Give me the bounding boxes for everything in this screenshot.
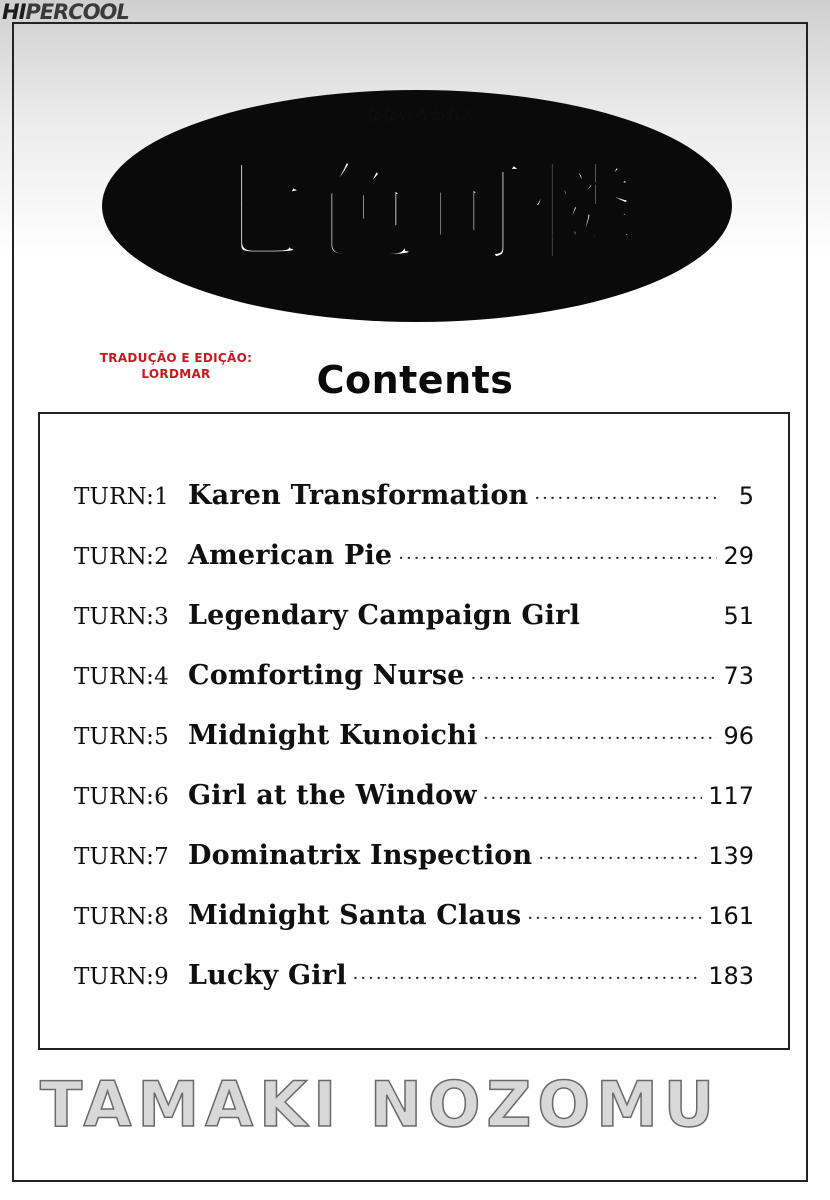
toc-row[interactable] (74, 660, 754, 700)
toc-row[interactable] (74, 540, 754, 580)
toc-row[interactable] (74, 720, 754, 760)
toc-turn: TURN:2 (74, 544, 169, 570)
toc-title: Girl at the Window (188, 780, 477, 811)
toc-title: Comforting Nurse (188, 660, 465, 691)
toc-page-number: 5 (738, 482, 754, 510)
toc-page-number: 73 (723, 662, 754, 690)
toc-leader-dots (483, 788, 702, 809)
watermark-prefix: HI (2, 0, 26, 24)
toc-page-number: 29 (723, 542, 754, 570)
toc-row[interactable] (74, 840, 754, 880)
toc-leader-dots (353, 968, 703, 989)
toc-turn: TURN:3 (74, 604, 169, 630)
title-logo-kana: なないろかれん (365, 106, 478, 124)
toc-row[interactable] (74, 600, 754, 640)
toc-row[interactable] (74, 900, 754, 940)
toc-title: Dominatrix Inspection (188, 840, 533, 871)
toc-page-number: 139 (708, 842, 754, 870)
watermark-rest: PERCOOL (25, 0, 129, 24)
toc-page-number: 117 (708, 782, 754, 810)
toc-page-number: 96 (723, 722, 754, 750)
toc-leader-dots (534, 488, 718, 509)
toc-title: Legendary Campaign Girl (188, 600, 581, 631)
credit-line-2: LORDMAR (141, 367, 211, 381)
toc-page-number: 51 (723, 602, 754, 630)
toc-row[interactable] (74, 960, 754, 1000)
toc-leader-dots (471, 668, 718, 689)
table-of-contents (38, 412, 790, 1050)
toc-turn: TURN:7 (74, 844, 169, 870)
toc-turn: TURN:4 (74, 664, 169, 690)
toc-leader-dots (538, 848, 702, 869)
toc-leader-dots (527, 908, 702, 929)
toc-leader-dots (398, 548, 717, 569)
toc-turn: TURN:1 (74, 484, 169, 510)
translation-credit (76, 350, 276, 382)
toc-turn: TURN:9 (74, 964, 169, 990)
toc-page-number: 161 (708, 902, 754, 930)
author-name: TAMAKI NOZOMU (40, 1068, 721, 1141)
toc-leader-dots (483, 728, 717, 749)
toc-page-number: 183 (708, 962, 754, 990)
toc-turn: TURN:6 (74, 784, 169, 810)
toc-title: American Pie (188, 540, 393, 571)
toc-row[interactable] (74, 780, 754, 820)
watermark-logo (2, 0, 129, 24)
toc-title: Lucky Girl (188, 960, 347, 991)
toc-title: Midnight Santa Claus (188, 900, 522, 931)
toc-turn: TURN:8 (74, 904, 169, 930)
credit-line-1: TRADUÇÃO E EDIÇÃO: (99, 351, 253, 365)
toc-title: Midnight Kunoichi (188, 720, 478, 751)
title-logo-kanji: 七色可憐 (199, 152, 640, 277)
toc-row[interactable] (74, 480, 754, 520)
toc-turn: TURN:5 (74, 724, 169, 750)
contents-heading: Contents (316, 358, 514, 402)
toc-title: Karen Transformation (188, 480, 529, 511)
